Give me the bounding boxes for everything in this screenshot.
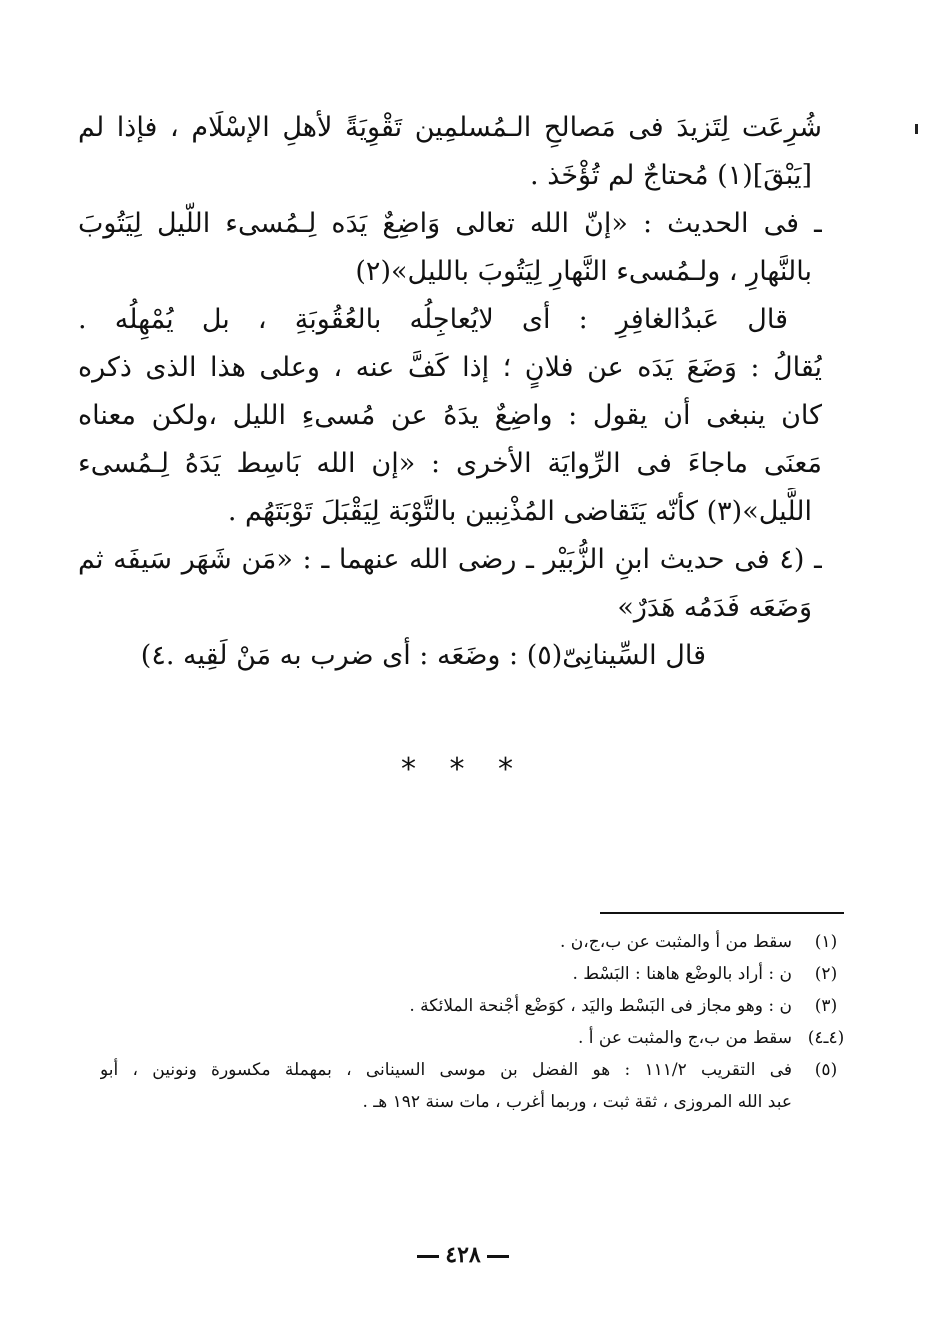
footnote-divider [600, 912, 844, 914]
dash-right [417, 1255, 439, 1258]
text-line: مَعنَى ماجاءَ فى الرِّوايَة الأخرى : «إن الله بَاسِط يَدَهُ لِـمُسىء [78, 448, 822, 479]
text-line: وَضَعَه فَدَمُه هَدَرٌ» [617, 592, 812, 623]
footnote-text: سقط من أ والمثبت عن ب،ج،ن . [560, 932, 792, 952]
section-separator: * * * [400, 752, 526, 787]
text-line: يُقالُ : وَضَعَ يَدَه عن فلانٍ ؛ إذا كَفَّ عنه ، وعلى هذا الذى ذكره [78, 352, 822, 383]
footnote-continuation: عبد الله المروزى ، ثقة ثبت ، وربما أغرب ، مات سنة ١٩٢ هـ . [362, 1092, 792, 1112]
footnote-number: (٤ـ٤) [807, 1028, 845, 1048]
footnote-text: سقط من ب،ج والمثبت عن أ . [577, 1028, 792, 1048]
footnote [100, 990, 850, 1022]
text-line: بالنَّهارِ ، ولـمُسىء النَّهارِ لِيَتُوبَ بالليل»(٢) [355, 256, 812, 287]
dash-left [487, 1255, 509, 1258]
footnote-number: (٥) [814, 1060, 838, 1080]
footnote [100, 958, 850, 990]
footnote-number: (١) [814, 932, 838, 952]
text-line: ـ (٤ فى حديث ابنِ الزُّبَيْر ـ رضى الله عنهما ـ : «مَن شَهَر سَيفَه ثم [78, 544, 822, 575]
margin-mark [915, 124, 918, 134]
footnote-number: (٣) [814, 996, 838, 1016]
text-line: قال عَبدُالغافِرِ : أى لايُعاجِلُه بالعُقُوبَةِ ، بل يُمْهِلُه . [78, 304, 788, 335]
text-line: شُرِعَت لِتَزيدَ فى مَصالحِ الـمُسلمِين تَقْوِيَةً لأهلِ الإسْلَام ، فإذا لم [78, 112, 822, 143]
footnotes [100, 926, 850, 1118]
text-line: ـ فى الحديث : «إنّ الله تعالى وَاضِعٌ يَدَه لِـمُسىء اللّيل لِيَتُوبَ [78, 208, 822, 239]
text-line: اللَّيل»(٣) كأنّه يَتَقاضى المُذْنِبين بالتَّوْبَة لِيَقْبَلَ تَوْبَتَهُم . [227, 496, 812, 527]
text-line: قال السِّينانِىّ(٥) : وضَعَه : أى ضرب به مَنْ لَقِيه .٤) [140, 640, 706, 671]
footnote-text: ن : وهو مجاز فى البَسْط واليَد ، كوَضْع أجْنحة الملائكة . [409, 996, 792, 1016]
main-text [78, 104, 822, 680]
text-line: كان ينبغى أن يقول : واضِعٌ يدَهُ عن مُسىءِ الليل ،ولكن معناه [78, 400, 822, 431]
footnote-number: (٢) [814, 964, 838, 984]
footnote [100, 1054, 850, 1086]
footnote-text: ن : أراد بالوضْع هاهنا : البَسْط . [572, 964, 792, 984]
footnote [100, 926, 850, 958]
text-line: [يَبْقَ](١) مُحتاجٌ لم تُؤْخَذ . [530, 160, 812, 191]
page-number-value: ٤٢٨ [445, 1242, 481, 1268]
page-number [0, 1242, 926, 1268]
footnote [100, 1022, 850, 1054]
footnote-text: فى التقريب ١١١/٢ : هو الفضل بن موسى السينانى ، بمهملة مكسورة ونونين ، أبو [100, 1060, 792, 1080]
